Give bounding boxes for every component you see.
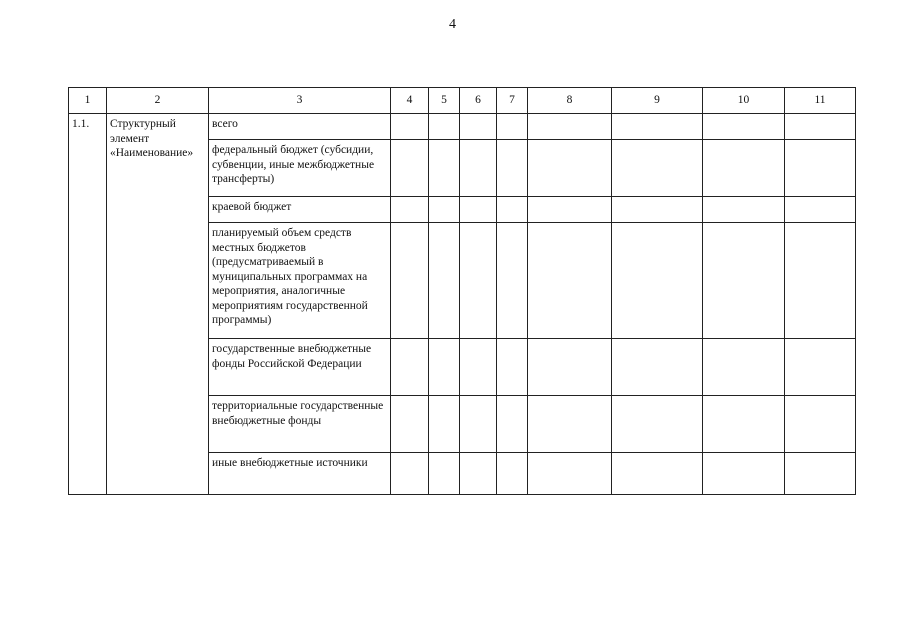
source-cell	[209, 396, 391, 453]
source-label: иные внебюджетные источники	[212, 457, 368, 469]
value-cell	[460, 197, 497, 223]
value-cell	[460, 396, 497, 453]
header-row	[69, 88, 856, 114]
value-cell	[612, 453, 703, 495]
value-cell	[703, 114, 785, 140]
value-cell	[785, 197, 856, 223]
value-cell	[460, 114, 497, 140]
value-cell	[785, 223, 856, 339]
value-cell	[391, 396, 429, 453]
value-cell	[612, 396, 703, 453]
source-label: федеральный бюджет (субсидии, субвенции, иные межбюджетные трансферты)	[212, 144, 375, 185]
value-cell	[785, 339, 856, 396]
value-cell	[703, 396, 785, 453]
column-header: 6	[460, 88, 497, 114]
source-label: всего	[212, 118, 238, 130]
element-name-cell	[107, 114, 209, 495]
column-header: 7	[497, 88, 528, 114]
value-cell	[703, 140, 785, 197]
value-cell	[460, 339, 497, 396]
column-header: 1	[69, 88, 107, 114]
value-cell	[785, 396, 856, 453]
value-cell	[497, 339, 528, 396]
element-name: Структурный элемент «Наименование»	[110, 118, 194, 159]
source-cell	[209, 114, 391, 140]
source-label: территориальные государственные внебюджетные фонды	[212, 400, 384, 427]
value-cell	[429, 114, 460, 140]
funding-table	[68, 87, 856, 495]
value-cell	[703, 223, 785, 339]
value-cell	[703, 339, 785, 396]
value-cell	[703, 453, 785, 495]
value-cell	[497, 453, 528, 495]
value-cell	[612, 197, 703, 223]
source-label: государственные внебюджетные фонды Российской Федерации	[212, 343, 372, 370]
value-cell	[528, 140, 612, 197]
value-cell	[497, 197, 528, 223]
source-cell	[209, 339, 391, 396]
value-cell	[785, 453, 856, 495]
value-cell	[528, 197, 612, 223]
value-cell	[703, 197, 785, 223]
column-header: 5	[429, 88, 460, 114]
value-cell	[391, 453, 429, 495]
source-cell	[209, 197, 391, 223]
source-label: планируемый объем средств местных бюджетов (предусматриваемый в муниципальных программах на мероприятия, аналогичные мероприятиям государственной программы)	[212, 227, 368, 326]
source-cell	[209, 140, 391, 197]
value-cell	[391, 339, 429, 396]
value-cell	[497, 396, 528, 453]
value-cell	[612, 223, 703, 339]
value-cell	[528, 339, 612, 396]
value-cell	[460, 140, 497, 197]
table-row	[69, 114, 856, 140]
value-cell	[429, 197, 460, 223]
value-cell	[497, 223, 528, 339]
value-cell	[391, 114, 429, 140]
source-cell	[209, 453, 391, 495]
value-cell	[429, 223, 460, 339]
value-cell	[391, 140, 429, 197]
value-cell	[528, 223, 612, 339]
source-label: краевой бюджет	[212, 201, 292, 213]
page-number: 4	[449, 17, 456, 32]
value-cell	[429, 339, 460, 396]
value-cell	[460, 453, 497, 495]
value-cell	[497, 140, 528, 197]
column-header: 4	[391, 88, 429, 114]
column-header: 9	[612, 88, 703, 114]
value-cell	[528, 114, 612, 140]
value-cell	[460, 223, 497, 339]
column-header: 3	[209, 88, 391, 114]
value-cell	[528, 396, 612, 453]
source-cell	[209, 223, 391, 339]
value-cell	[528, 453, 612, 495]
value-cell	[391, 223, 429, 339]
row-number: 1.1.	[72, 118, 90, 130]
value-cell	[497, 114, 528, 140]
value-cell	[785, 114, 856, 140]
column-header: 11	[785, 88, 856, 114]
value-cell	[391, 197, 429, 223]
column-header: 8	[528, 88, 612, 114]
value-cell	[785, 140, 856, 197]
value-cell	[429, 140, 460, 197]
value-cell	[612, 339, 703, 396]
row-number-cell	[69, 114, 107, 495]
value-cell	[612, 140, 703, 197]
value-cell	[429, 453, 460, 495]
value-cell	[612, 114, 703, 140]
column-header: 10	[703, 88, 785, 114]
column-header: 2	[107, 88, 209, 114]
value-cell	[429, 396, 460, 453]
